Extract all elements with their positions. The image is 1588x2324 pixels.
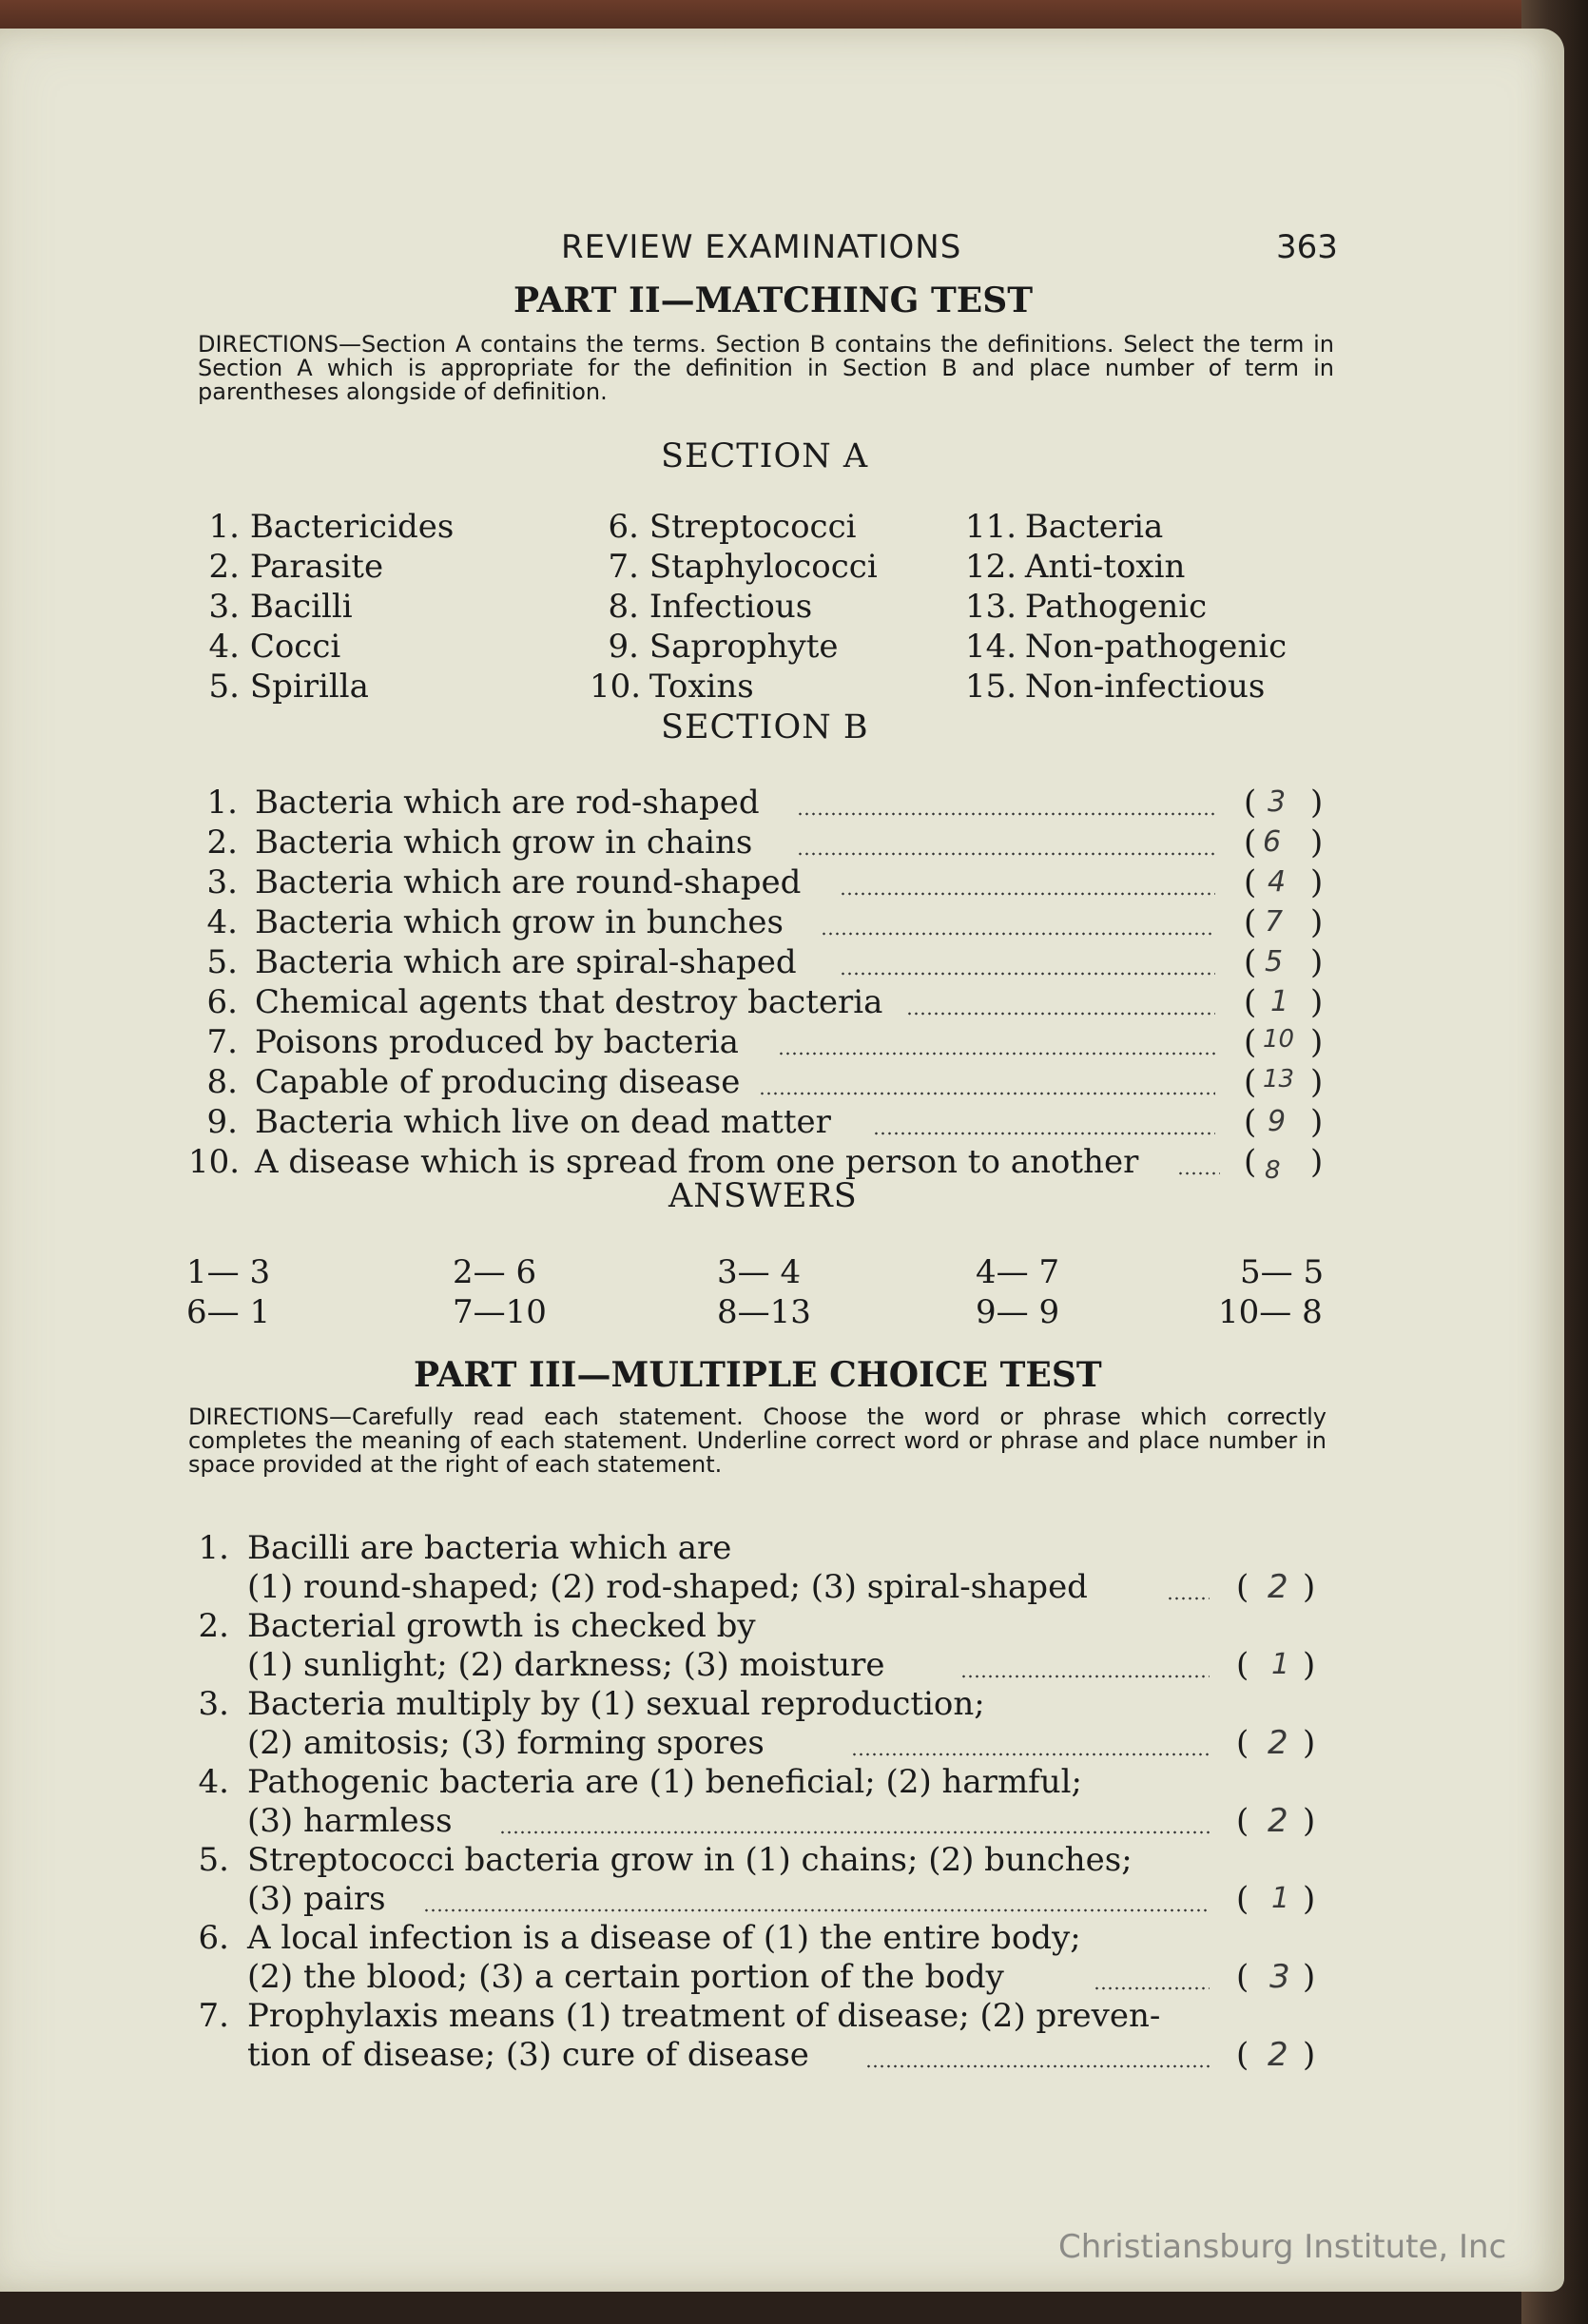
term-item: 5. Spirilla — [208, 668, 369, 706]
answer-key-item: 2— 6 — [453, 1253, 537, 1291]
page-number: 363 — [1276, 228, 1338, 266]
part-2-directions: DIRECTIONS—Section A contains the terms. Section B contains the definitions. Select the term in Section A which is appropriate for the definition in Section B and place number of term in parentheses alongside of definition. — [198, 331, 1334, 405]
term-item: 15. Non-infectious — [965, 668, 1266, 706]
handwritten-answer: 2 — [1268, 1568, 1288, 1606]
term-item: 9. Saprophyte — [608, 628, 839, 666]
answers-title: ANSWERS — [668, 1177, 858, 1215]
answer-key-item: 3— 4 — [717, 1253, 802, 1291]
handwritten-answer: 4 — [1268, 865, 1287, 899]
definition-row: 4. Bacteria which grow in bunches ( 7 ) — [206, 903, 1324, 941]
answer-key-item: 9— 9 — [976, 1293, 1060, 1331]
answer-key-item: 1— 3 — [186, 1253, 271, 1291]
term-item: 12. Anti-toxin — [965, 548, 1186, 586]
term-item: 1. Bactericides — [208, 508, 455, 546]
answer-key-item: 8—13 — [717, 1293, 811, 1331]
term-item: 6. Streptococci — [608, 508, 857, 546]
answer-key-item: 6— 1 — [186, 1293, 271, 1331]
term-item: 14. Non-pathogenic — [965, 628, 1288, 666]
handwritten-answer: 1 — [1271, 1648, 1290, 1681]
part-2-title: PART II—MATCHING TEST — [513, 281, 1033, 320]
part-3-title: PART III—MULTIPLE CHOICE TEST — [414, 1355, 1102, 1395]
handwritten-answer: 9 — [1268, 1105, 1287, 1138]
running-head: REVIEW EXAMINATIONS — [561, 228, 962, 266]
handwritten-answer: 2 — [1268, 1802, 1288, 1840]
handwritten-answer: 1 — [1271, 1882, 1290, 1915]
definition-row: 3. Bacteria which are round-shaped ( 4 ) — [206, 863, 1324, 901]
term-item: 3. Bacilli — [208, 588, 353, 626]
term-item: 11. Bacteria — [965, 508, 1164, 546]
answer-key-item: 7—10 — [453, 1293, 547, 1331]
term-item: 10. Toxins — [590, 668, 754, 706]
answer-key-item: 4— 7 — [976, 1253, 1060, 1291]
section-b-title: SECTION B — [661, 708, 869, 746]
answer-key-item: 10— 8 — [1218, 1293, 1323, 1331]
book-page: REVIEW EXAMINATIONS 363 PART II—MATCHING TEST DIRECTIONS—Section A contains the terms. Section B contains the definitions. Select the term in Section A which is appropriate for the definition in Section B and place number of term in parentheses alongside of definition. SECTION A 1. Bactericides 2. Parasite 3. Bacilli 4. Cocci 5. Spirilla 6. Streptococci 7. Staphylococci 8. Infectious 9. Saprophyte 10. Toxins 11. Bacteria 12. Anti-toxin 13. Pathogenic 14. Non-pathogenic 15. Non-infectious SECTION B 1. Bacteria which are rod-shaped ( 3 ) 2. Bacteria which grow in chains ( 6 ) 3. Bacteria which are round-shaped ( 4 ) 4. Bacteria which grow in bunches ( 7 ) 5. Bacteria which are spiral-shaped ( 5 ) 6. Chemical agents that destroy bacteria ( 1 ) 7. Poisons produced by bacteria ( 10 ) 8. Capable of producing disease ( 13 ) 9. Bacteria which live on dead matter ( 9 ) 10. A disease which is spread from one person to another ( 8 ) ANSWERS 1— 3 2— 6 3— 4 4— 7 5— 5 6— 1 7—10 8—13 9— 9 10— 8 PART III—MULTIPLE CHOICE TEST DIRECTIONS—Carefully read each statement. Choose the word or phrase which correctly completes the meaning of each statement. Underline correct word or phrase and place number in space provided at the right of each statement. 1. Bacilli are bacteria which are (1) round-shaped; (2) rod-shaped; (3) spiral-shaped ( 2 ) 2. Bacterial growth is checked by (1) sunlight; (2) darkness; (3) moisture ( 1 ) 3. Bacteria multiply by (1) sexual reproduction; (2) amitosis; (3) forming spores ( 2 ) 4. Pathogenic bacteria are (1) beneficial; (2) harmful; (3) harmless ( 2 ) 5. Streptococci bacteria grow in (1) chains; (2) bunches; (3) pairs ( 1 ) 6. A local infection is a disease of (1) the entire body; (2) the blood; (3) a certain portion of the body ( 3 ) 7. Prophylaxis means (1) treatment of disease; (2) preven- tion of disease; (3) cure of disease ( 2 ) Christiansburg Institute, Inc — [0, 29, 1564, 2292]
part-3-directions: DIRECTIONS—Carefully read each statement. Choose the word or phrase which correctly completes the meaning of each statement. Underline correct word or phrase and place number in space provided at the right of each statement. — [188, 1404, 1327, 1478]
handwritten-answer: 10 — [1263, 1025, 1295, 1054]
handwritten-answer: 5 — [1265, 945, 1284, 978]
term-item: 2. Parasite — [208, 548, 384, 586]
term-item: 13. Pathogenic — [965, 588, 1208, 626]
handwritten-answer: 3 — [1268, 785, 1287, 819]
definition-row: 7. Poisons produced by bacteria ( 10 ) — [206, 1023, 1324, 1061]
definition-row: 9. Bacteria which live on dead matter ( 9 ) — [206, 1103, 1324, 1141]
handwritten-answer: 6 — [1263, 825, 1282, 859]
definition-row: 5. Bacteria which are spiral-shaped ( 5 ) — [206, 943, 1324, 981]
watermark: Christiansburg Institute, Inc — [1058, 2228, 1507, 2266]
term-item: 7. Staphylococci — [608, 548, 878, 586]
handwritten-answer: 13 — [1263, 1065, 1295, 1094]
definition-row: 1. Bacteria which are rod-shaped ( 3 ) — [206, 784, 1324, 822]
definition-row: 8. Capable of producing disease ( 13 ) — [206, 1063, 1324, 1101]
definition-row: 2. Bacteria which grow in chains ( 6 ) — [206, 823, 1324, 862]
handwritten-answer: 2 — [1268, 2036, 1288, 2074]
section-a-title: SECTION A — [661, 437, 869, 475]
term-item: 8. Infectious — [608, 588, 813, 626]
handwritten-answer: 1 — [1270, 985, 1289, 1018]
handwritten-answer: 7 — [1265, 905, 1284, 939]
term-item: 4. Cocci — [208, 628, 341, 666]
definition-row: 10. A disease which is spread from one person to another ( 8 ) — [188, 1143, 1324, 1185]
answer-key-item: 5— 5 — [1240, 1253, 1325, 1291]
definition-row: 6. Chemical agents that destroy bacteria ( 1 ) — [206, 983, 1324, 1021]
handwritten-answer: 2 — [1268, 1724, 1288, 1762]
handwritten-answer: 8 — [1265, 1156, 1281, 1185]
handwritten-answer: 3 — [1269, 1958, 1290, 1996]
